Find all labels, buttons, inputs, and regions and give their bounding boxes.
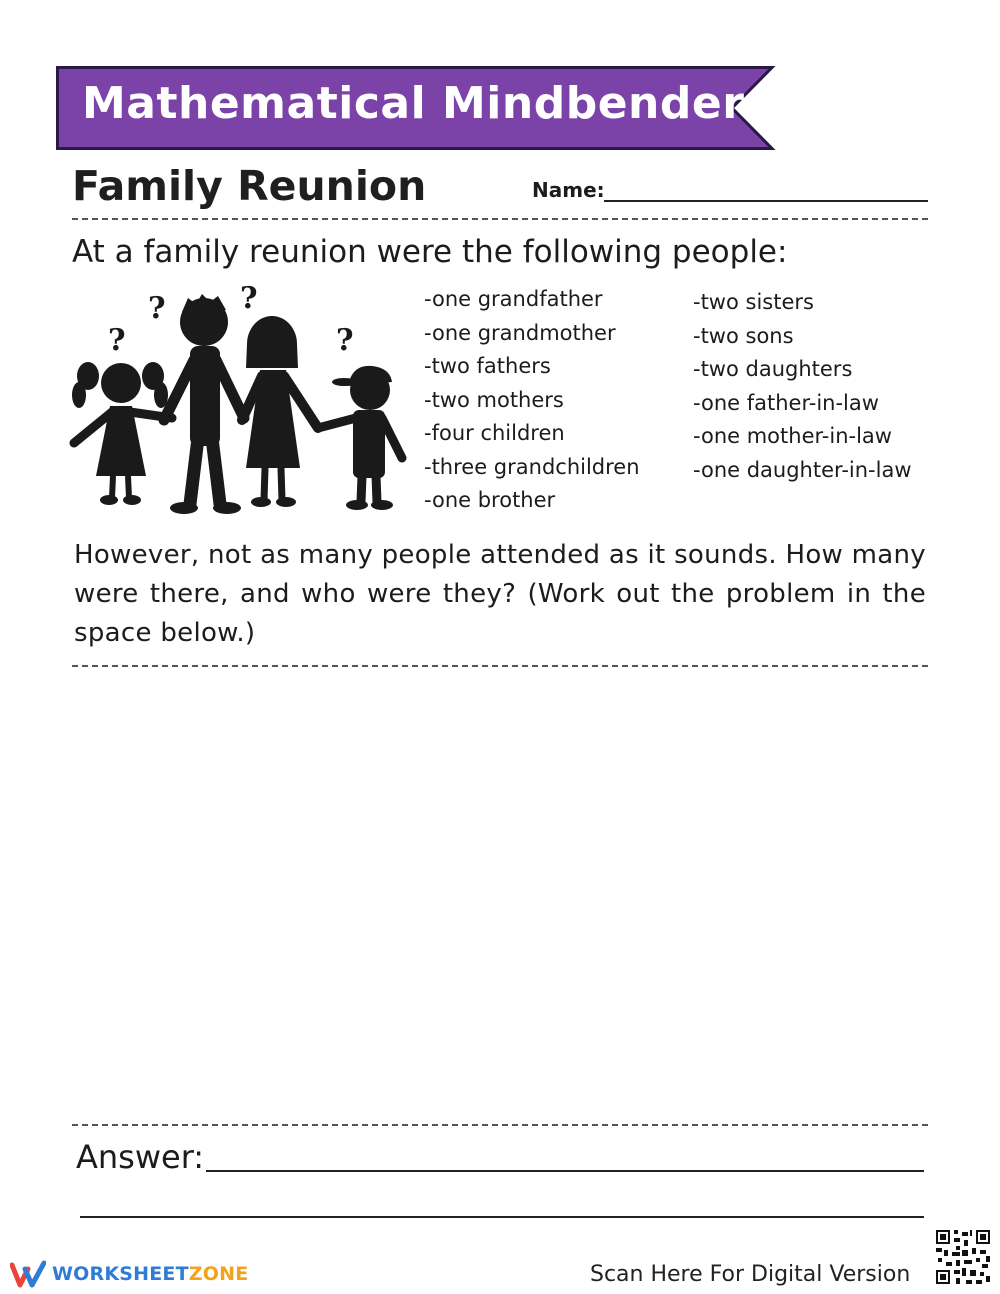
w-logo-icon (10, 1260, 46, 1288)
question-mark: ? (336, 323, 354, 358)
intro-text: At a family reunion were the following people: (72, 234, 788, 270)
worksheet-title: Family Reunion (72, 162, 427, 210)
mother-figure (242, 316, 318, 507)
list-item: -one grandmother (424, 320, 616, 345)
divider (72, 665, 928, 667)
worksheet-zone-logo[interactable] (10, 1258, 248, 1290)
answer-label: Answer: (76, 1138, 205, 1176)
people-list-right (693, 286, 912, 487)
divider (72, 1124, 928, 1126)
list-item: -one daughter-in-law (693, 457, 912, 482)
girl-figure (72, 362, 172, 505)
scan-instruction: Scan Here For Digital Version (590, 1262, 911, 1287)
qr-code-icon[interactable] (934, 1228, 992, 1286)
list-item: -one brother (424, 488, 556, 512)
title-banner (56, 66, 792, 150)
name-label: Name: (532, 178, 605, 202)
answer-field-second-line[interactable] (80, 1216, 924, 1218)
father-figure (164, 294, 244, 514)
list-item: -one father-in-law (693, 390, 879, 415)
list-item: -two fathers (424, 354, 551, 378)
list-item: -two mothers (424, 387, 564, 412)
question-mark: ? (148, 291, 166, 326)
logo-text: WORKSHEETZONE (52, 1263, 249, 1285)
people-list-left (424, 283, 640, 518)
list-item: -one grandfather (424, 287, 603, 311)
answer-field[interactable] (206, 1170, 924, 1172)
work-space-area[interactable] (72, 680, 928, 1110)
family-silhouette-illustration (64, 278, 414, 518)
list-item: -four children (424, 421, 565, 445)
list-item: -two daughters (693, 357, 853, 381)
question-mark: ? (108, 323, 126, 358)
boy-figure (318, 366, 402, 510)
list-item: -three grandchildren (424, 454, 640, 479)
question-mark: ? (240, 281, 258, 316)
question-text: However, not as many people attended as it sounds. How many were there, and who were they? (Work out the problem in the space below.) (74, 540, 926, 648)
list-item: -one mother-in-law (693, 424, 892, 448)
list-item: -two sisters (693, 290, 814, 314)
divider (72, 218, 928, 220)
name-field[interactable] (604, 200, 928, 202)
banner-title: Mathematical Mindbenders! (82, 78, 792, 129)
list-item: -two sons (693, 323, 794, 348)
